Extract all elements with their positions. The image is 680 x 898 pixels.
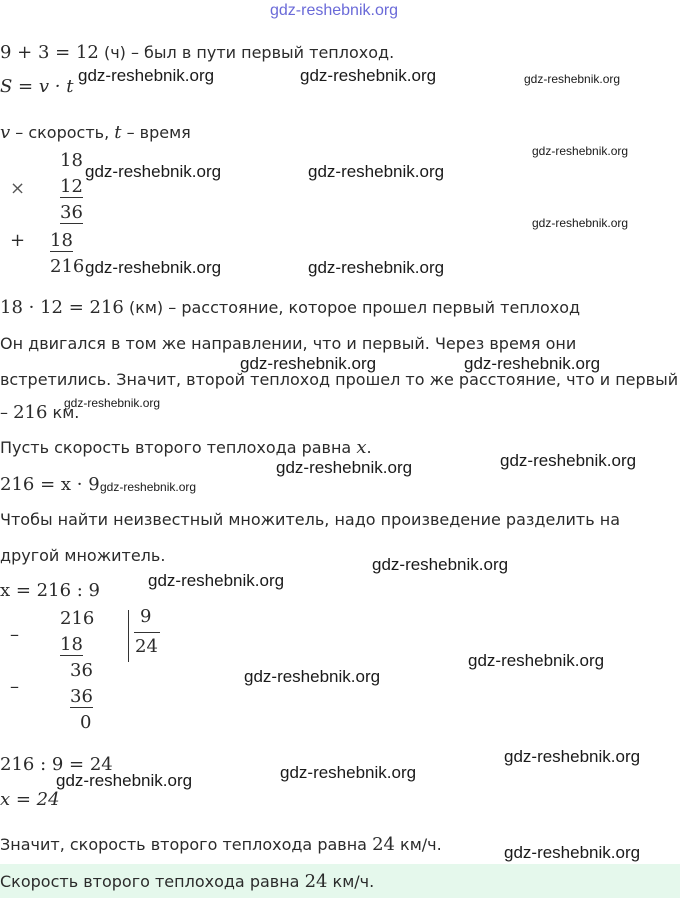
watermark: gdz-reshebnik.org — [280, 763, 417, 782]
mult-partial-2: 18 — [50, 230, 73, 251]
watermark: gdz-reshebnik.org — [372, 555, 509, 574]
watermark: gdz-reshebnik.org — [78, 66, 215, 85]
mult-product: 216 — [50, 256, 85, 277]
equation-1: 216 = x · 9 — [0, 474, 100, 495]
watermark: gdz-reshebnik.org — [464, 354, 601, 373]
dash: – — [0, 403, 14, 422]
distance-formula: S = v · t — [0, 76, 74, 97]
watermark: gdz-reshebnik.org — [85, 162, 222, 181]
speed-assumption-text: Пусть скорость второго теплохода равна — [0, 438, 357, 457]
legend-text-2: – время — [121, 123, 191, 142]
time-equation: 9 + 3 = 12 — [0, 42, 99, 63]
watermark: gdz-reshebnik.org — [240, 354, 377, 373]
var-t: t — [114, 122, 122, 143]
div-horizontal-bar — [134, 632, 160, 633]
div-remainder-1: 36 — [70, 660, 93, 681]
top-watermark[interactable]: gdz-reshebnik.org — [270, 2, 399, 19]
conclusion-value: 24 — [372, 834, 395, 855]
div-subtract-1: 18 — [60, 634, 83, 655]
watermark: gdz-reshebnik.org — [276, 458, 413, 477]
mult-partial-1: 36 — [60, 202, 83, 223]
paragraph-1-line-1: Он двигался в том же направлении, что и первый. Через время они — [0, 334, 577, 353]
div-minus-2: – — [10, 676, 19, 697]
distance-value: 216 — [13, 402, 48, 423]
var-x: x — [356, 437, 367, 458]
watermark: gdz-reshebnik.org — [504, 843, 641, 862]
div-dividend: 216 — [60, 608, 95, 629]
div-vertical-bar — [128, 610, 129, 662]
watermark: gdz-reshebnik.org — [85, 258, 222, 277]
legend-text-1: – скорость, — [10, 123, 115, 142]
watermark: gdz-reshebnik.org — [500, 451, 637, 470]
add-sign: + — [10, 230, 26, 251]
watermark: gdz-reshebnik.org — [308, 162, 445, 181]
result-equation-2: x = 24 — [0, 789, 60, 810]
paragraph-1-line-2: встретились. Значит, второй теплоход прошел то же расстояние, что и первый — [0, 370, 679, 389]
mult-sign: × — [10, 178, 26, 199]
paragraph-3-line-1: Чтобы найти неизвестный множитель, надо произведение разделить на — [0, 510, 621, 529]
watermark: gdz-reshebnik.org — [300, 66, 437, 85]
distance-equation: 18 · 12 = 216 — [0, 297, 124, 318]
answer-unit: км/ч. — [327, 872, 375, 891]
var-v: v — [0, 122, 11, 143]
answer-line — [0, 871, 374, 892]
km-unit: км. — [47, 403, 80, 422]
div-remainder-2: 0 — [80, 712, 92, 733]
answer-value: 24 — [304, 871, 328, 892]
mult-operand-a: 18 — [60, 150, 83, 171]
watermark: gdz-reshebnik.org — [64, 396, 161, 410]
watermark: gdz-reshebnik.org — [532, 144, 629, 158]
watermark: gdz-reshebnik.org — [308, 258, 445, 277]
div-divisor: 9 — [140, 606, 152, 627]
time-equation-text: (ч) – был в пути первый теплоход. — [98, 43, 395, 62]
paragraph-2 — [0, 437, 372, 458]
answer-text: Скорость второго теплохода равна — [0, 872, 305, 891]
watermark: gdz-reshebnik.org — [244, 667, 381, 686]
period: . — [366, 438, 372, 457]
paragraph-3-line-2: другой множитель. — [0, 546, 166, 565]
watermark: gdz-reshebnik.org — [532, 216, 629, 230]
first-ship-distance-line — [0, 297, 580, 318]
watermark: gdz-reshebnik.org — [148, 571, 285, 590]
mult-operand-b: 12 — [60, 176, 83, 197]
watermark: gdz-reshebnik.org — [56, 771, 193, 790]
equation-2: x = 216 : 9 — [0, 580, 100, 601]
conclusion-line — [0, 834, 442, 855]
distance-text: (км) – расстояние, которое прошел первый теплоход — [123, 298, 581, 317]
watermark: gdz-reshebnik.org — [524, 72, 621, 86]
div-subtract-2: 36 — [70, 686, 93, 707]
conclusion-text: Значит, скорость второго теплохода равна — [0, 835, 373, 854]
watermark: gdz-reshebnik.org — [504, 747, 641, 766]
div-minus-1: – — [10, 624, 19, 645]
conclusion-unit: км/ч. — [394, 835, 442, 854]
watermark: gdz-reshebnik.org — [100, 480, 197, 494]
first-ship-time-line — [0, 42, 394, 63]
watermark: gdz-reshebnik.org — [468, 651, 605, 670]
div-quotient: 24 — [135, 636, 158, 657]
result-equation-1: 216 : 9 = 24 — [0, 754, 113, 775]
variable-legend — [0, 122, 191, 143]
